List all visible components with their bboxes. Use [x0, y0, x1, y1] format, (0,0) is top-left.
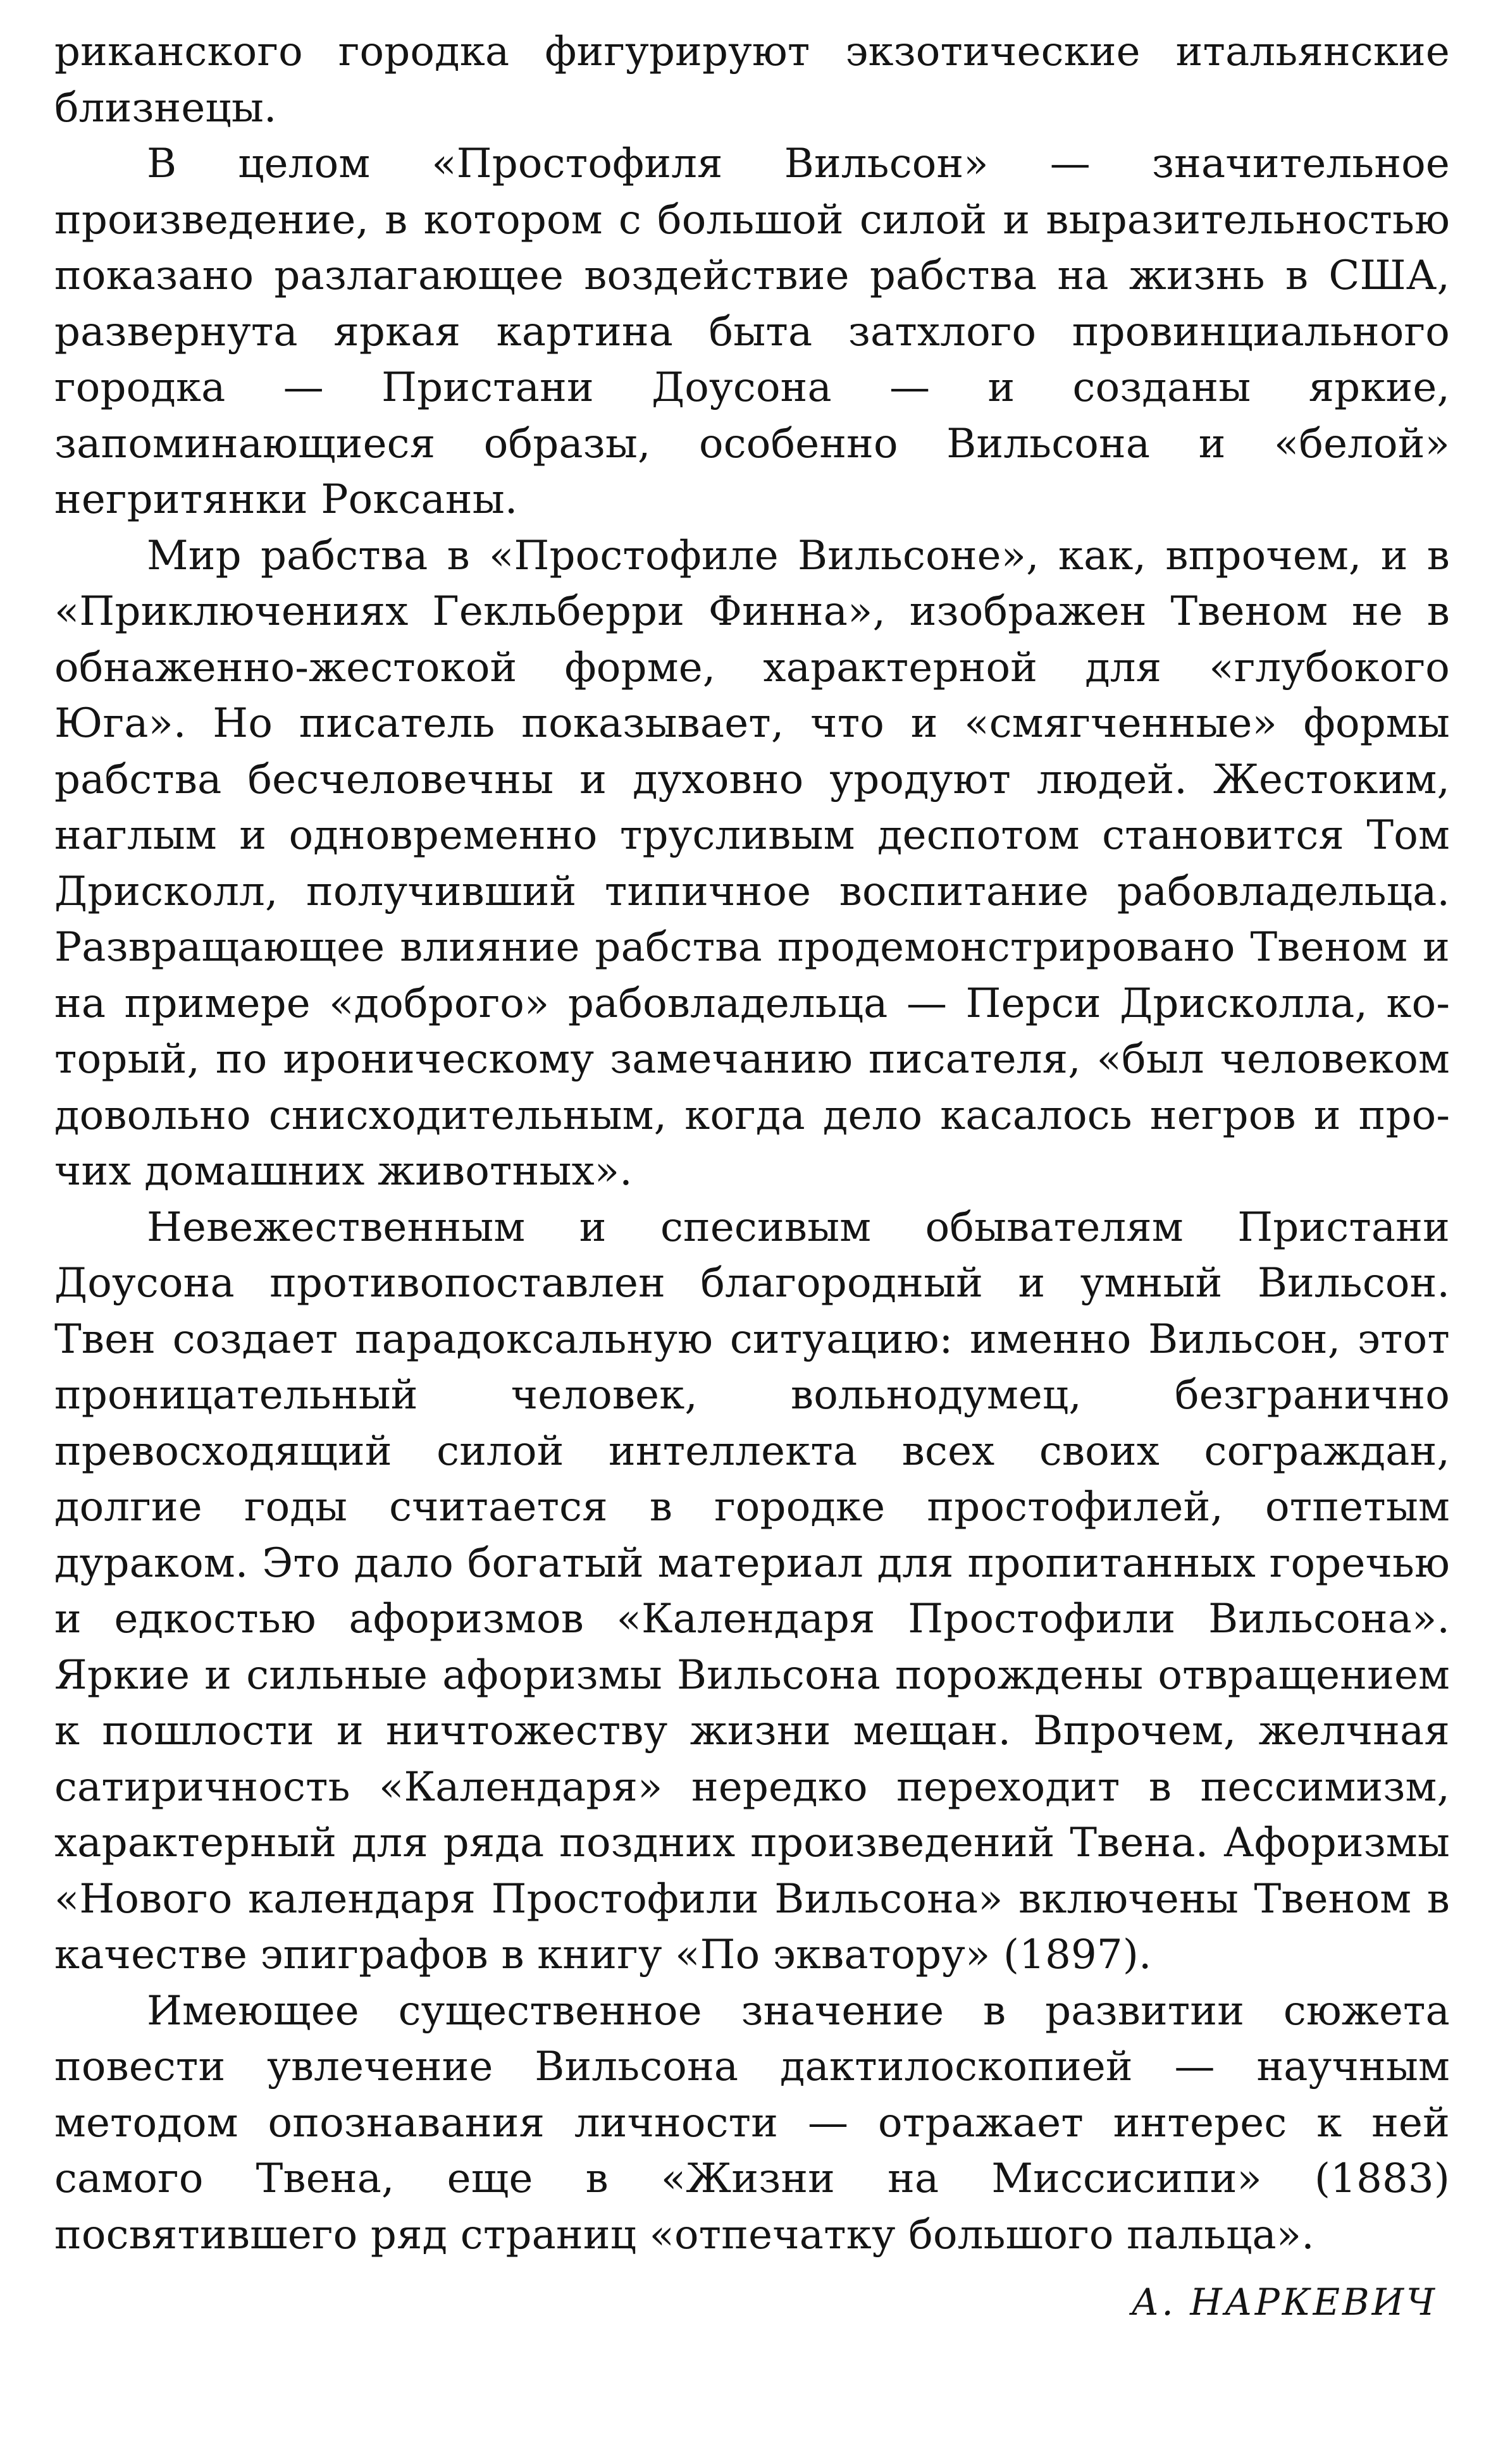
paragraph-wilson: Невежественным и спесивым обывателям Пристани Доусона противопоставлен благородный и умный Вильсон. Твен создает парадоксальную ситуацию: именно Вильсон, этот проницательный человек, вольнодумец, безгранично превосходящий силой интеллекта всех своих сограждан, долгие годы считается в городке простофилей, отпетым дураком. Это дало богатый материал для пропитанных горечью и едкостью афоризмов «Календаря Простофили Вильсона». Яркие и сильные афоризмы Вильсона порождены отвращением к пошлости и ничтожеству жизни мещан. Впрочем, желчная сатиричность «Календаря» нередко переходит в пессимизм, характерный для ряда поздних произведений Твена. Афоризмы «Нового календаря Простофили Вильсона» включены Твеном в качестве эпиграфов в книгу «По экватору» (1897).	[54, 1204, 1450, 1978]
paragraph-summary: В целом «Простофиля Вильсон» — значительное произведение, в котором с большой силой и выразительностью показано разлагающее воздействие рабства на жизнь в США, развернута яркая картина быта затхлого провинциального городка — Пристани Доусона — и созданы яркие, запоминающиеся образы, особенно Вильсона и «белой» негритянки Роксаны.	[54, 140, 1450, 523]
paragraph-slavery: Мир рабства в «Простофиле Вильсоне», как, впрочем, и в «Приключениях Гекльберри Финна», изображен Твеном не в обнаженно-жестокой форме, характерной для «глубокого Юга». Но писатель показывает, что и «смягченные» формы рабства бесчеловечны и духовно уродуют людей. Жестоким, наглым и одновременно трусливым деспотом становится Том Дрисколл, получивший типичное воспитание рабовладельца. Развращающее влияние рабства продемонстрировано Твеном и на примере «доброго» рабовладельца — Перси Дрисколла, который, по ироническому замечанию писателя, «был человеком довольно снисходительным, когда дело касалось негров и прочих домашних животных».	[54, 532, 1450, 1195]
paragraph-continuation: риканского городка фигурируют экзотические итальянские близнецы.	[54, 28, 1450, 132]
author-signature: А. НАРКЕВИЧ	[1131, 2281, 1437, 2324]
document-page	[54, 24, 1450, 2402]
paragraph-fingerprints: Имеющее существенное значение в развитии сюжета повести увлечение Вильсона дактилоскопией — научным методом опознавания личности — отражает интерес к ней самого Твена, еще в «Жизни на Миссисипи» (1883) посвятившего ряд страниц «отпечатку большого пальца».	[54, 1987, 1450, 2258]
